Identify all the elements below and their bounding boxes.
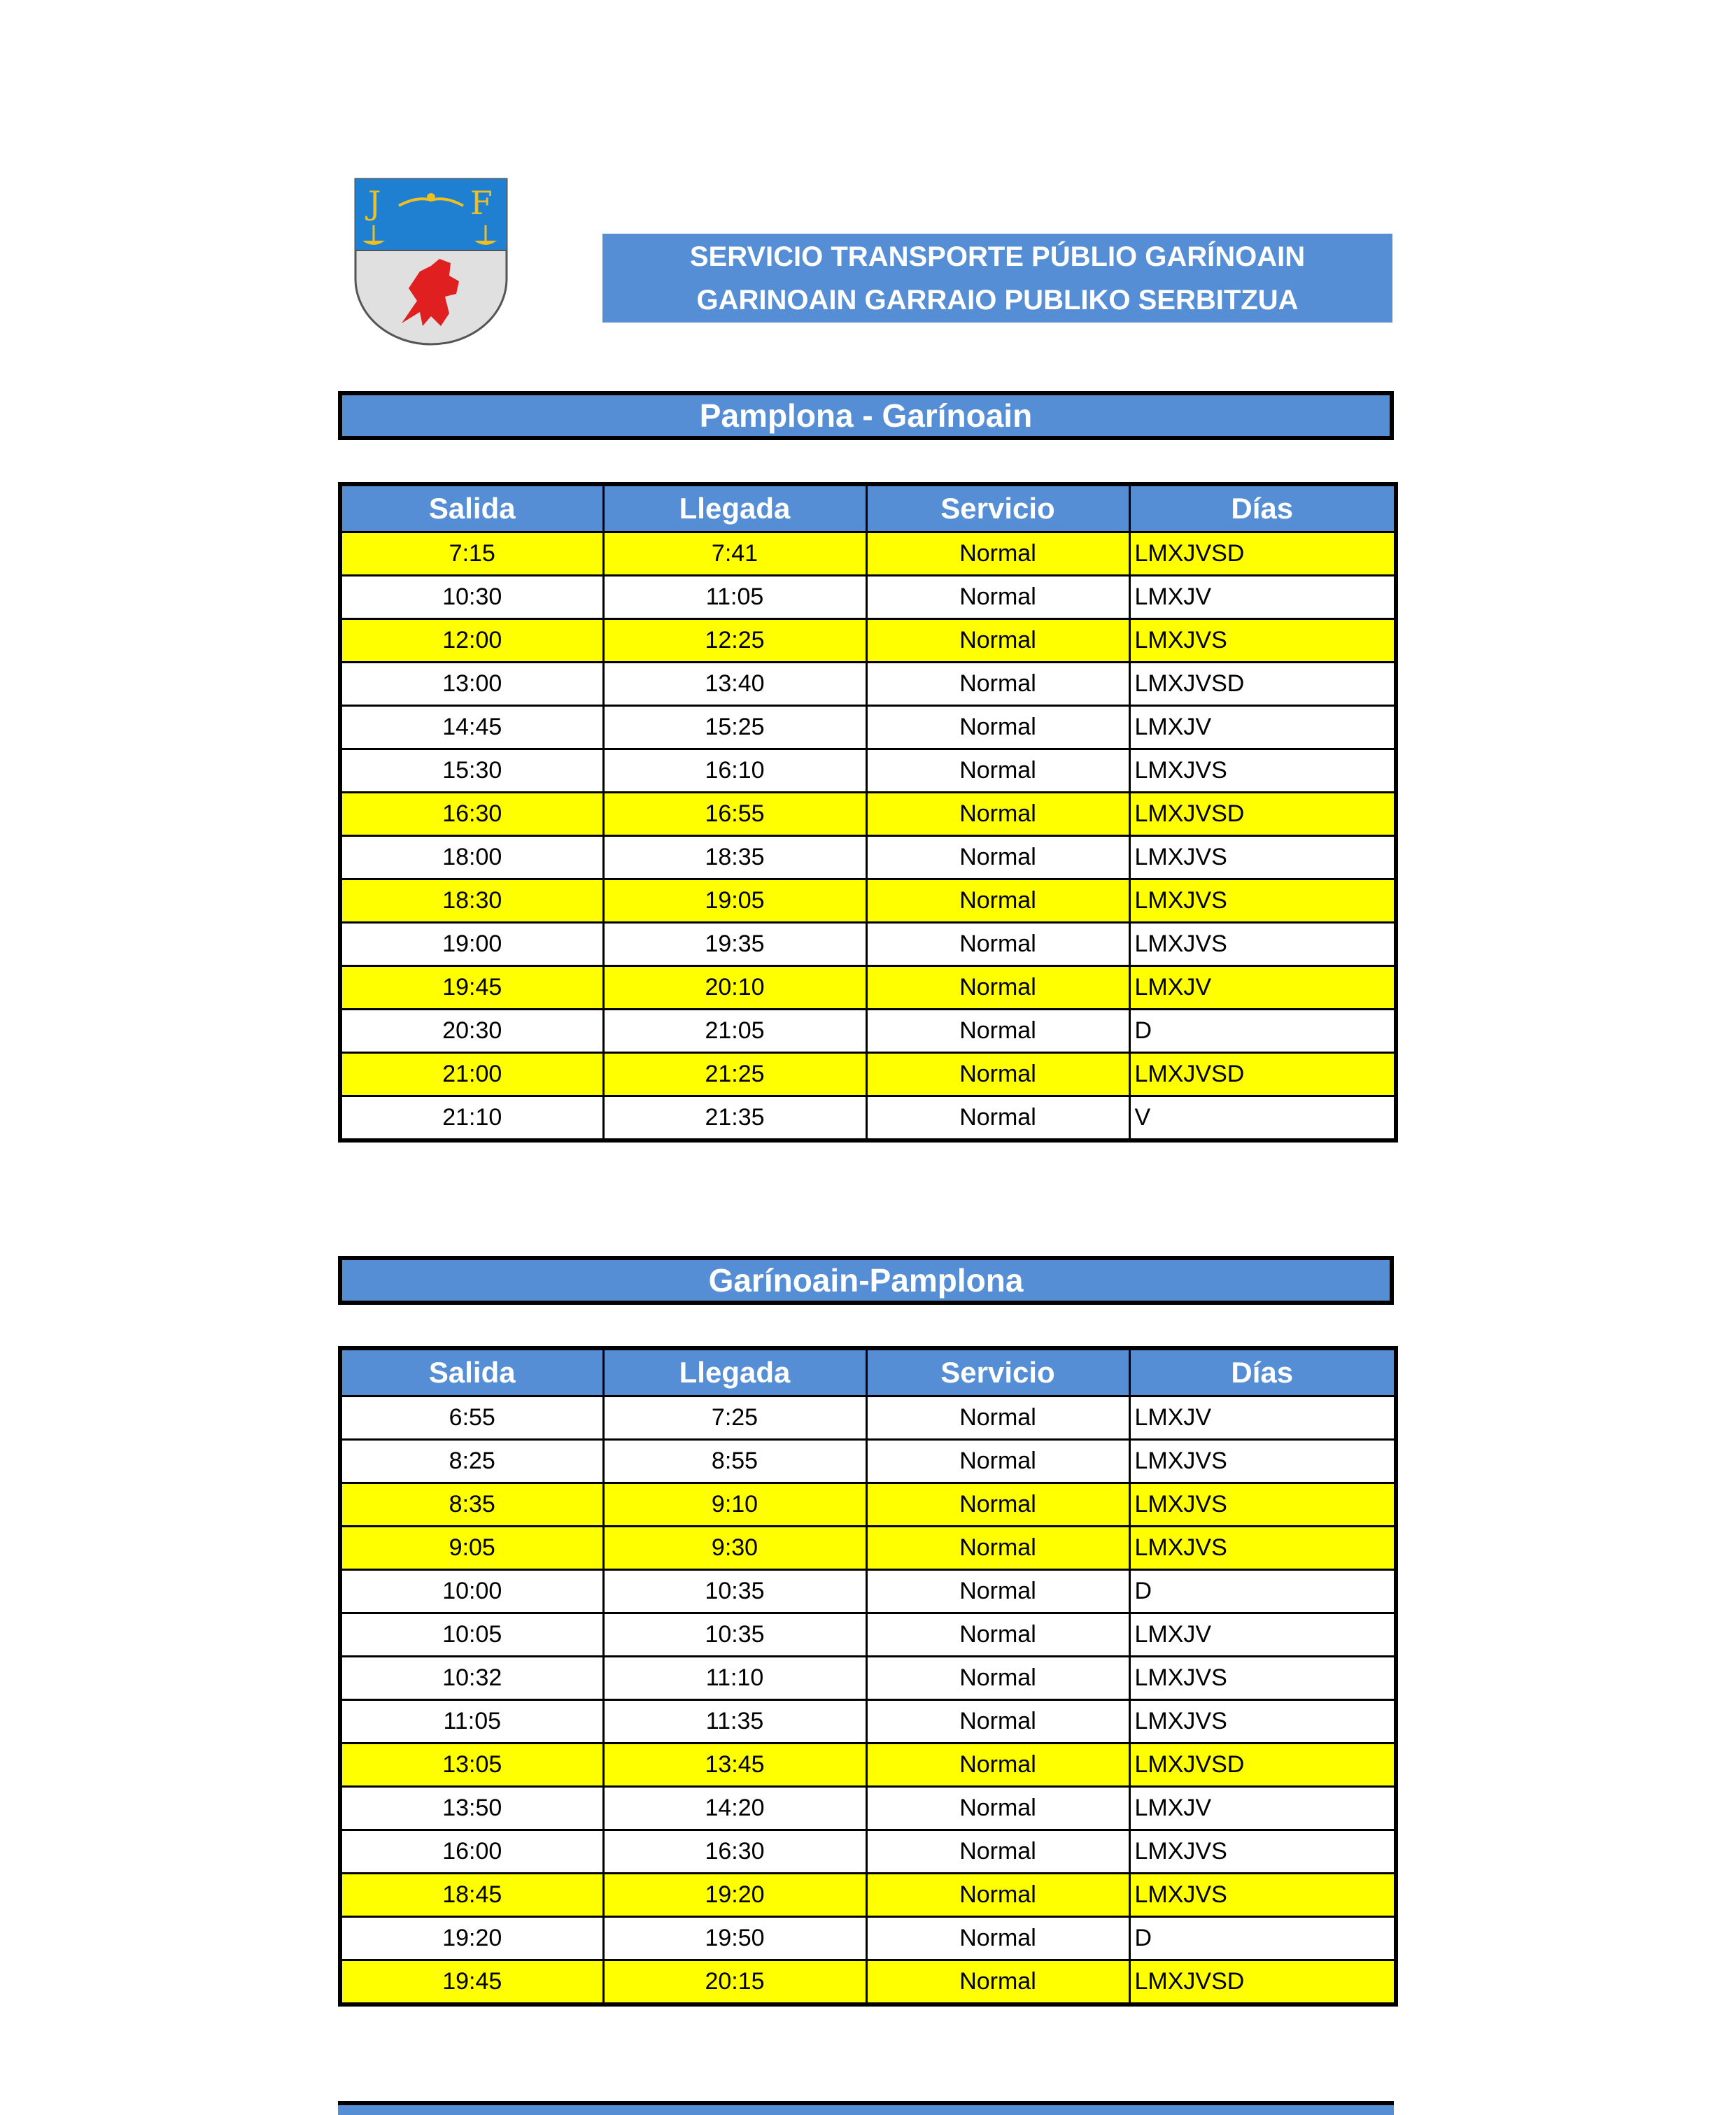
cell-llegada: 16:10 (603, 749, 866, 793)
cell-dias: LMXJVS (1129, 1874, 1396, 1917)
cell-dias: LMXJV (1129, 1613, 1396, 1657)
table-row (340, 1570, 1396, 1613)
cell-llegada: 19:50 (603, 1917, 866, 1960)
cell-salida: 11:05 (340, 1700, 603, 1743)
table-row (340, 1440, 1396, 1483)
column-header-llegada: Llegada (603, 1348, 866, 1396)
cell-servicio: Normal (866, 1960, 1129, 2005)
cell-servicio: Normal (866, 619, 1129, 663)
next-section-header-partial (338, 2101, 1394, 2115)
cell-dias: LMXJVS (1129, 1440, 1396, 1483)
table-row (340, 663, 1396, 706)
title-spanish: SERVICIO TRANSPORTE PÚBLIO GARÍNOAIN (689, 241, 1306, 272)
cell-servicio: Normal (866, 576, 1129, 619)
cell-dias: LMXJVS (1129, 1483, 1396, 1527)
cell-llegada: 12:25 (603, 619, 866, 663)
cell-dias: LMXJVS (1129, 619, 1396, 663)
column-header-servicio: Servicio (866, 484, 1129, 532)
section-title-pamplona-garinoain: Pamplona - Garínoain (338, 391, 1394, 440)
cell-servicio: Normal (866, 1874, 1129, 1917)
cell-dias: D (1129, 1917, 1396, 1960)
table-row (340, 1053, 1396, 1096)
table-row (340, 1700, 1396, 1743)
cell-salida: 7:15 (340, 532, 603, 576)
document-title-box (602, 234, 1392, 323)
cell-servicio: Normal (866, 1527, 1129, 1570)
cell-servicio: Normal (866, 532, 1129, 576)
cell-dias: D (1129, 1010, 1396, 1053)
cell-salida: 8:35 (340, 1483, 603, 1527)
cell-llegada: 11:10 (603, 1657, 866, 1700)
cell-llegada: 20:15 (603, 1960, 866, 2005)
cell-servicio: Normal (866, 1830, 1129, 1874)
cell-salida: 10:32 (340, 1657, 603, 1700)
cell-servicio: Normal (866, 1440, 1129, 1483)
table-row (340, 532, 1396, 576)
table-row (340, 1787, 1396, 1830)
cell-dias: LMXJVSD (1129, 1053, 1396, 1096)
cell-salida: 6:55 (340, 1396, 603, 1440)
schedule-table-garinoain-pamplona (338, 1346, 1398, 2007)
schedule-table-pamplona-garinoain (338, 482, 1398, 1143)
table-row (340, 1096, 1396, 1141)
cell-dias: LMXJVS (1129, 1657, 1396, 1700)
table-row (340, 1527, 1396, 1570)
cell-servicio: Normal (866, 1613, 1129, 1657)
cell-salida: 13:50 (340, 1787, 603, 1830)
cell-servicio: Normal (866, 879, 1129, 923)
shield-letter-f: F (470, 184, 493, 222)
cell-llegada: 13:40 (603, 663, 866, 706)
cell-llegada: 16:55 (603, 793, 866, 836)
table-row (340, 923, 1396, 966)
cell-salida: 18:00 (340, 836, 603, 879)
cell-llegada: 11:35 (603, 1700, 866, 1743)
cell-llegada: 20:10 (603, 966, 866, 1010)
cell-salida: 14:45 (340, 706, 603, 749)
cell-llegada: 21:05 (603, 1010, 866, 1053)
cell-salida: 10:30 (340, 576, 603, 619)
table-row (340, 1396, 1396, 1440)
cell-llegada: 18:35 (603, 836, 866, 879)
cell-salida: 20:30 (340, 1010, 603, 1053)
cell-salida: 19:20 (340, 1917, 603, 1960)
table-row (340, 619, 1396, 663)
cell-llegada: 7:41 (603, 532, 866, 576)
table-row (340, 749, 1396, 793)
cell-dias: LMXJVS (1129, 836, 1396, 879)
cell-llegada: 8:55 (603, 1440, 866, 1483)
table-row (340, 1743, 1396, 1787)
cell-dias: LMXJVSD (1129, 1743, 1396, 1787)
cell-servicio: Normal (866, 836, 1129, 879)
cell-llegada: 21:25 (603, 1053, 866, 1096)
table-row (340, 1483, 1396, 1527)
cell-salida: 8:25 (340, 1440, 603, 1483)
cell-llegada: 14:20 (603, 1787, 866, 1830)
table-row (340, 793, 1396, 836)
cell-salida: 18:30 (340, 879, 603, 923)
cell-salida: 13:00 (340, 663, 603, 706)
cell-servicio: Normal (866, 1657, 1129, 1700)
column-header-llegada: Llegada (603, 484, 866, 532)
cell-servicio: Normal (866, 1096, 1129, 1141)
cell-dias: LMXJVS (1129, 1700, 1396, 1743)
cell-llegada: 15:25 (603, 706, 866, 749)
cell-salida: 18:45 (340, 1874, 603, 1917)
shield-letter-j: J (368, 184, 381, 222)
cell-dias: LMXJVS (1129, 1527, 1396, 1570)
cell-salida: 21:00 (340, 1053, 603, 1096)
cell-salida: 16:00 (340, 1830, 603, 1874)
table-row (340, 1657, 1396, 1700)
table-row (340, 1917, 1396, 1960)
table-header-row (340, 1348, 1396, 1396)
cell-servicio: Normal (866, 1570, 1129, 1613)
cell-servicio: Normal (866, 1483, 1129, 1527)
cell-salida: 16:30 (340, 793, 603, 836)
cell-servicio: Normal (866, 1787, 1129, 1830)
cell-dias: LMXJVS (1129, 879, 1396, 923)
column-header-salida: Salida (340, 484, 603, 532)
cell-llegada: 19:05 (603, 879, 866, 923)
cell-dias: D (1129, 1570, 1396, 1613)
cell-salida: 13:05 (340, 1743, 603, 1787)
column-header-salida: Salida (340, 1348, 603, 1396)
cell-servicio: Normal (866, 1917, 1129, 1960)
table-row (340, 1830, 1396, 1874)
table-header-row (340, 484, 1396, 532)
table-row (340, 1960, 1396, 2005)
column-header-servicio: Servicio (866, 1348, 1129, 1396)
cell-llegada: 10:35 (603, 1613, 866, 1657)
cell-servicio: Normal (866, 1396, 1129, 1440)
title-basque: GARINOAIN GARRAIO PUBLIKO SERBITZUA (696, 284, 1299, 316)
table-row (340, 1010, 1396, 1053)
cell-servicio: Normal (866, 663, 1129, 706)
cell-dias: LMXJVSD (1129, 793, 1396, 836)
cell-dias: LMXJVSD (1129, 532, 1396, 576)
cell-salida: 19:45 (340, 1960, 603, 2005)
cell-dias: LMXJV (1129, 966, 1396, 1010)
cell-llegada: 10:35 (603, 1570, 866, 1613)
cell-servicio: Normal (866, 1010, 1129, 1053)
cell-dias: LMXJVS (1129, 923, 1396, 966)
cell-dias: LMXJV (1129, 706, 1396, 749)
cell-dias: LMXJV (1129, 1396, 1396, 1440)
cell-salida: 9:05 (340, 1527, 603, 1570)
cell-dias: LMXJVSD (1129, 663, 1396, 706)
cell-dias: LMXJV (1129, 576, 1396, 619)
table-row (340, 706, 1396, 749)
cell-servicio: Normal (866, 706, 1129, 749)
cell-servicio: Normal (866, 793, 1129, 836)
cell-salida: 15:30 (340, 749, 603, 793)
cell-salida: 19:45 (340, 966, 603, 1010)
cell-dias: LMXJVSD (1129, 1960, 1396, 2005)
table-row (340, 836, 1396, 879)
table-row (340, 1613, 1396, 1657)
section-title-garinoain-pamplona: Garínoain-Pamplona (338, 1256, 1394, 1305)
column-header-dias: Días (1129, 1348, 1396, 1396)
cell-llegada: 19:20 (603, 1874, 866, 1917)
cell-servicio: Normal (866, 1743, 1129, 1787)
cell-servicio: Normal (866, 749, 1129, 793)
cell-salida: 10:00 (340, 1570, 603, 1613)
coat-of-arms-icon (353, 176, 509, 347)
cell-servicio: Normal (866, 923, 1129, 966)
cell-salida: 10:05 (340, 1613, 603, 1657)
cell-salida: 12:00 (340, 619, 603, 663)
table-row (340, 879, 1396, 923)
cell-llegada: 7:25 (603, 1396, 866, 1440)
cell-llegada: 21:35 (603, 1096, 866, 1141)
cell-servicio: Normal (866, 1053, 1129, 1096)
cell-dias: LMXJV (1129, 1787, 1396, 1830)
cell-dias: LMXJVS (1129, 1830, 1396, 1874)
cell-salida: 21:10 (340, 1096, 603, 1141)
table-row (340, 576, 1396, 619)
table-row (340, 966, 1396, 1010)
cell-llegada: 9:10 (603, 1483, 866, 1527)
cell-llegada: 19:35 (603, 923, 866, 966)
column-header-dias: Días (1129, 484, 1396, 532)
cell-salida: 19:00 (340, 923, 603, 966)
cell-dias: V (1129, 1096, 1396, 1141)
cell-servicio: Normal (866, 966, 1129, 1010)
cell-llegada: 9:30 (603, 1527, 866, 1570)
cell-servicio: Normal (866, 1700, 1129, 1743)
cell-llegada: 16:30 (603, 1830, 866, 1874)
table-row (340, 1874, 1396, 1917)
cell-dias: LMXJVS (1129, 749, 1396, 793)
cell-llegada: 13:45 (603, 1743, 866, 1787)
cell-llegada: 11:05 (603, 576, 866, 619)
